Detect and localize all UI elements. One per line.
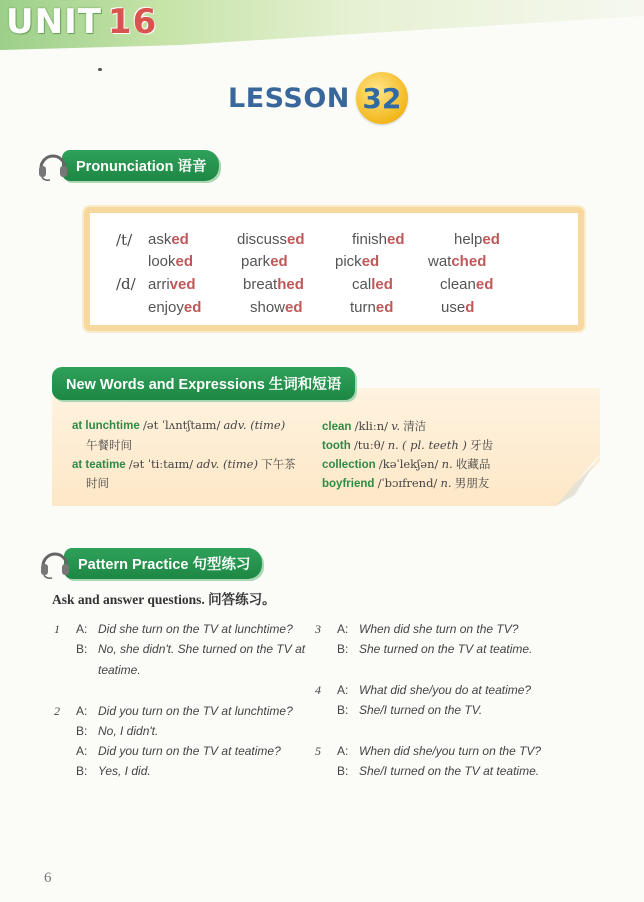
word-looked: looked xyxy=(148,253,194,270)
word-parked: parked xyxy=(241,253,288,270)
print-speck xyxy=(98,68,102,71)
pattern-instruction: Ask and answer questions. 问答练习。 xyxy=(52,592,276,607)
pronunciation-header xyxy=(36,150,219,180)
lesson-title xyxy=(228,68,408,128)
pronunciation-box xyxy=(84,207,584,331)
headphones-icon xyxy=(38,546,72,580)
entry-collection: collection /kəˈlekʃən/ n. 收藏品 xyxy=(322,457,491,471)
new-words-title: New Words and Expressions 生词和短语 xyxy=(52,367,355,400)
unit-word: UNIT xyxy=(6,2,102,42)
pattern-header xyxy=(38,548,262,578)
word-watched: watched xyxy=(428,253,487,270)
entry-at-lunchtime-meaning: 午餐时间 xyxy=(86,438,132,452)
word-used: used xyxy=(441,299,475,316)
qa-item-2: 2 A: Did you turn on the TV at lunchtime? B: No, I didn't. A: Did you turn on the TV at teatime? B: Yes, I did. xyxy=(54,704,293,778)
word-picked: picked xyxy=(335,253,380,270)
entry-at-teatime: at teatime /ət ˈtiːtaɪm/ adv. (time) 下午茶 xyxy=(72,457,296,471)
headphones-icon xyxy=(36,148,70,182)
entry-clean: clean /kliːn/ v. 清洁 xyxy=(322,419,427,433)
entry-tooth: tooth /tuːθ/ n. ( pl. teeth ) 牙齿 xyxy=(322,438,494,452)
entry-at-lunchtime: at lunchtime /ət ˈlʌntʃtaɪm/ adv. (time) xyxy=(72,418,286,432)
qa-item-4: 4 A: What did she/you do at teatime? B: She/I turned on the TV. xyxy=(315,683,532,717)
lesson-number-badge: 32 xyxy=(356,72,408,124)
word-breathed: breathed xyxy=(243,276,304,293)
qa-item-3: 3 A: When did she turn on the TV? B: She turned on the TV at teatime. xyxy=(315,622,533,656)
unit-title xyxy=(6,2,157,42)
phoneme-t: /t/ xyxy=(116,231,133,249)
word-called: called xyxy=(352,276,393,293)
pattern-title: Pattern Practice 句型练习 xyxy=(64,548,262,579)
qa-item-5: 5 A: When did she/you turn on the TV? B: She/I turned on the TV at teatime. xyxy=(315,744,542,778)
pronunciation-title: Pronunciation 语音 xyxy=(62,150,219,181)
word-cleaned: cleaned xyxy=(440,276,494,293)
phoneme-d: /d/ xyxy=(116,275,136,293)
word-finished: finished xyxy=(352,231,405,248)
word-asked: asked xyxy=(148,231,189,248)
page-number: 6 xyxy=(44,870,52,886)
word-helped: helped xyxy=(454,231,500,248)
unit-number: 16 xyxy=(107,2,158,42)
new-words-header xyxy=(52,368,355,398)
word-discussed: discussed xyxy=(237,231,305,248)
entry-boyfriend: boyfriend /ˈbɔɪfrend/ n. 男朋友 xyxy=(322,476,490,490)
entry-at-teatime-meaning: 时间 xyxy=(86,476,109,490)
word-turned: turned xyxy=(350,299,394,316)
qa-item-1: 1 A: Did she turn on the TV at lunchtime? B: No, she didn't. She turned on the TV at teatime. xyxy=(54,622,306,677)
lesson-word: LESSON xyxy=(228,82,350,114)
word-arrived: arrived xyxy=(148,276,196,293)
word-showed: showed xyxy=(250,299,303,316)
word-enjoyed: enjoyed xyxy=(148,299,202,316)
